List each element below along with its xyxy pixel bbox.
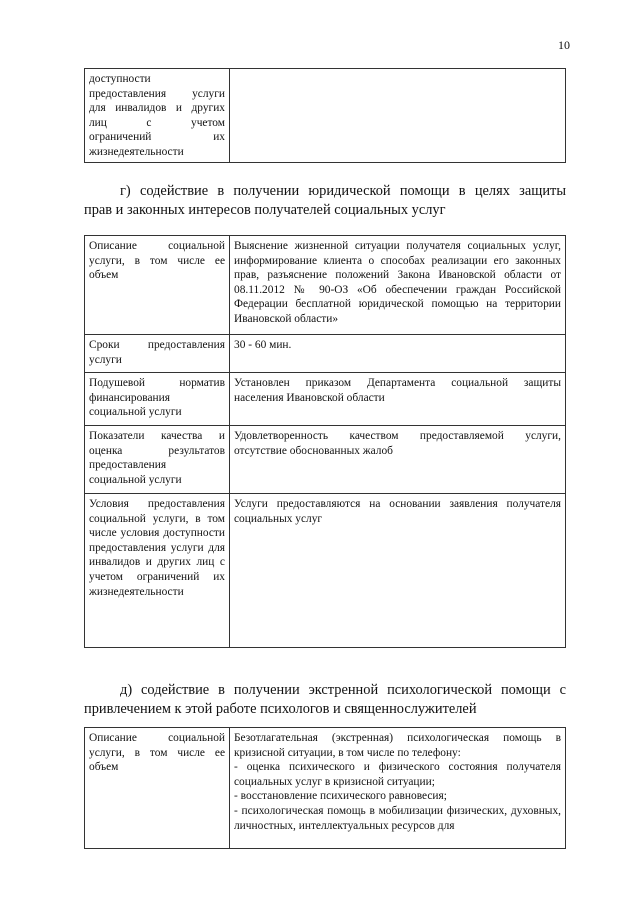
service-d-table: [84, 727, 566, 849]
row-value: Услуги предоставляются на основании заявления получателя социальных услуг: [230, 494, 566, 648]
table-row: [85, 426, 566, 494]
table-row: [85, 728, 566, 849]
page-number: 10: [558, 38, 570, 52]
table-row: [85, 335, 566, 373]
value-line: - оценка психического и физического состояния получателя социальных услуг в кризисной ситуации;: [234, 761, 561, 788]
section-heading-d: [84, 681, 566, 719]
label-line: жизнедеятельности: [89, 145, 184, 158]
label-line: ограничений их: [89, 131, 225, 144]
service-g-table: [84, 235, 566, 648]
row-label: [85, 69, 230, 163]
row-value: Удовлетворенность качеством предоставляемой услуги, отсутствие обоснованных жалоб: [230, 426, 566, 494]
heading-line: прав и законных интересов получателей социальных услуг: [84, 202, 446, 218]
row-label: Описание социальной услуги, в том числе ее объем: [85, 728, 230, 849]
label-line: для инвалидов и других: [89, 102, 225, 115]
table-row: [85, 236, 566, 335]
value-line: - психологическая помощь в мобилизации физических, духовных, личностных, интеллектуальных ресурсов для: [234, 804, 561, 832]
row-value: [230, 69, 566, 163]
row-value: Установлен приказом Департамента социальной защиты населения Ивановской области: [230, 373, 566, 426]
label-line: лиц с учетом: [89, 116, 225, 129]
row-value: Выяснение жизненной ситуации получателя социальных услуг, информирование клиента о способах реализации его законных прав, разъяснение положений Закона Ивановской области от 08.11.2012 № 90-ОЗ «Об обеспечении граждан Российской Федерации бесплатной юридической помощью на территории Ивановской области»: [230, 236, 566, 335]
row-value: [230, 728, 566, 849]
row-label: Описание социальной услуги, в том числе ее объем: [85, 236, 230, 335]
heading-line: г) содействие в получении юридической помощи в целях защиты: [120, 183, 566, 199]
heading-line: д) содействие в получении экстренной психологической помощи с: [120, 682, 566, 698]
label-line: доступности: [89, 73, 151, 85]
continuation-table: [84, 68, 566, 163]
value-line: - восстановление психического равновесия;: [234, 790, 447, 803]
row-label: Условия предоставления социальной услуги, в том числе условия доступности предоставления услуги для инвалидов и других лиц с учетом ограничений их жизнедеятельности: [85, 494, 230, 648]
row-label: Показатели качества и оценка результатов предоставления социальной услуги: [85, 426, 230, 494]
value-line: Безотлагательная (экстренная) психологическая помощь в кризисной ситуации, в том числе по телефону:: [234, 732, 561, 759]
row-value: 30 - 60 мин.: [230, 335, 566, 373]
label-line: предоставления услуги: [89, 87, 225, 100]
table-row: [85, 373, 566, 426]
table-row: [85, 494, 566, 648]
row-label: Подушевой норматив финансирования социальной услуги: [85, 373, 230, 426]
heading-line: привлечением к этой работе психологов и священнослужителей: [84, 701, 477, 717]
table-row: [85, 69, 566, 163]
section-heading-g: [84, 182, 566, 220]
row-label: Сроки предоставления услуги: [85, 335, 230, 373]
